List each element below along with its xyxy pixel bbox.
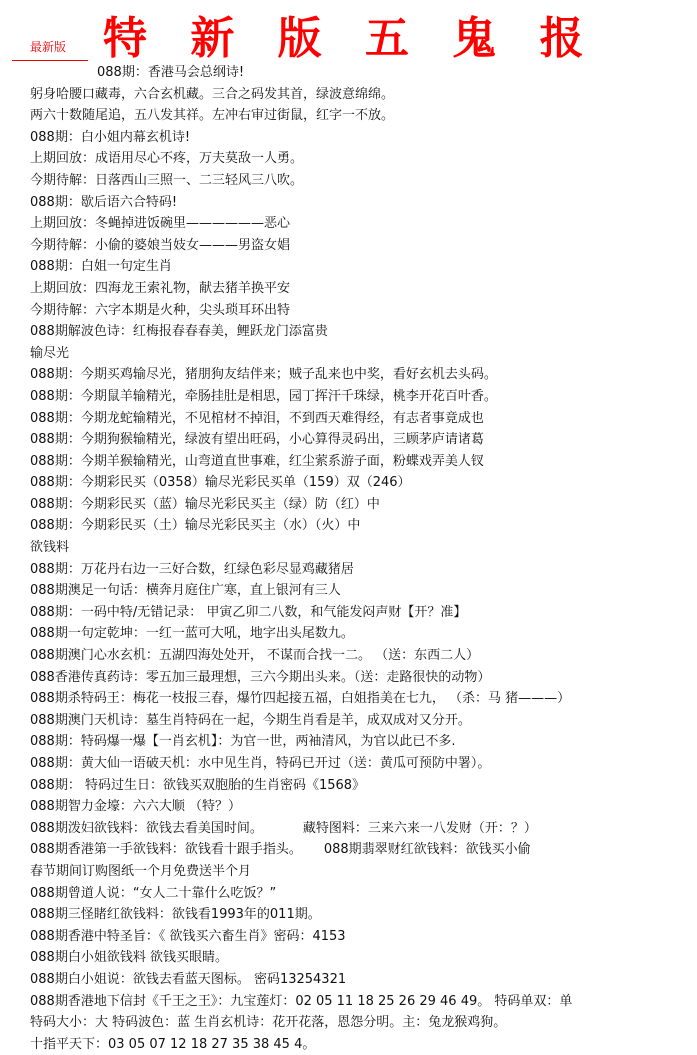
line-text: 088期解波色诗：红梅报春春春美，鲤跃龙门添富贵 [30,324,328,340]
line-text: 今期待解：小偷的婆娘当妓女———男盗女娼 [30,237,291,253]
line-text: 088期杀特码王：梅花一枝报三春，爆竹四起接五福，白姐指美在七九， （杀：马 猪———） [30,691,571,707]
text-line [0,969,697,991]
line-text: 088期香港第一手欲钱料：欲钱看十跟手指头。 [30,842,302,858]
text-line [0,991,697,1013]
line-text: 088期澳门心水玄机：五湖四海处处开， 不谋而合找一二。 （送：东西二人） [30,648,480,664]
text-line [0,386,697,408]
text-line [0,1012,697,1034]
line-text: 藏特图料：三来六来一八发财（开：？） [302,820,537,836]
line-text: 088期： 特码过生日：欲钱买双胞胎的生肖密码《1568》 [30,777,366,793]
line-text: 088期：香港马会总纲诗! [97,65,245,80]
text-line [0,148,697,170]
line-text: 088期白小姐说：欲钱去看蓝天图标。 密码13254321 [30,971,347,987]
line-text: 088期：今期龙蛇输精光，不见棺材不掉泪，不到西天难得经，有志者事竟成也 [30,410,484,426]
line-text: 088期翡翠财红欲钱料：欲钱买小偷 [323,842,531,858]
text-line [0,796,697,818]
line-text: 今期待解：日落西山三照一、二三轻风三八吹。 [30,172,304,188]
text-line [0,105,697,127]
text-line [0,278,697,300]
line-text: 欲钱料 [30,540,70,556]
text-line [0,472,697,494]
document-body [0,62,697,1055]
text-line [0,623,697,645]
text-line [0,926,697,948]
text-line [0,515,697,537]
line-text: 088期：今期买鸡输尽光，猪朋狗友结伴来；贼子乱来也中奖，看好玄机去头码。 [30,367,497,383]
line-text: 088期：一码中特/无错记录： 甲寅乙卯二八数，和气能发闷声财【开？准】 [30,604,467,620]
text-line [0,947,697,969]
line-text: 088期白小姐欲钱料 欲钱买眼睛。 [30,950,228,966]
text-line [0,494,697,516]
page-header [0,0,697,62]
line-text: 躬身哈腰口藏毒，六合玄机藏。三合之码发其首，绿波意绵绵。 [30,86,395,102]
line-text: 春节期间订购图纸一个月免费送半个月 [30,863,252,879]
text-line [0,839,697,861]
text-line [0,300,697,322]
text-line [0,1034,697,1055]
text-line [0,710,697,732]
text-line [0,127,697,149]
page-title: 特 新 版 五 鬼 报 [103,13,598,64]
line-text: 088期：黄大仙一语破天机：水中见生肖，特码已开过（送：黄瓜可预防中署）。 [30,756,491,771]
text-line [0,364,697,386]
text-line [0,256,697,278]
text-line [0,904,697,926]
line-text: 088期澳足一句话：横奔月庭住广寒，直上银河有三人 [30,583,341,599]
text-line [0,645,697,667]
text-line [0,343,697,365]
text-line [0,537,697,559]
text-line [0,667,697,689]
line-text: 两六十数随尾追，五八发其祥。左冲右审过街鼠，红字一不放。 [30,108,395,124]
line-text: 088期：白姐一句定生肖 [30,259,172,275]
line-text: 088期智力金壕：六六大顺 （特？） [30,799,241,815]
line-text: 088期香港地下信封《千王之王》：九宝莲灯：02 05 11 18 25 26 29 46 49。 特码单双：单 [30,993,573,1009]
line-text: 088期香港中特圣旨：《 欲钱买六畜生肖》密码：4153 [30,928,346,944]
badge-underline [12,60,88,61]
line-text: 088期：今期羊猴输精光，山弯道直世事难，红尘萦系游子面，粉蝶戏弄美人钗 [30,453,484,469]
text-line [0,559,697,581]
line-text: 输尽光 [30,345,70,361]
line-text: 上期回放：四海龙王索礼物，献去猪羊换平安 [30,280,291,296]
text-line [0,775,697,797]
line-text: 088期：今期狗猴输精光，绿波有望出旺码，小心算得灵码出，三顾茅庐请诸葛 [30,432,484,448]
line-text: 088期：特码爆一爆【一肖玄机】：为官一世，两袖清风，为官以此已不多. [30,734,456,750]
text-line [0,818,697,840]
text-line [0,602,697,624]
line-text: 今期待解：六字本期是火种，尖头琐耳环出特 [30,302,291,318]
line-text: 十指平天下：03 05 07 12 18 27 35 38 45 4。 [30,1036,316,1052]
text-line [0,731,697,753]
text-line [0,753,697,775]
line-text: 088期泼妇欲钱料：欲钱去看美国时间。 [30,820,263,836]
text-line [0,84,697,106]
text-line [0,451,697,473]
text-line [0,235,697,257]
text-line [0,213,697,235]
line-text: 088期三怪睹红欲钱料：欲钱看1993年的011期。 [30,907,321,923]
line-text: 088期一句定乾坤：一红一蓝可大吼，地字出头尾数九。 [30,626,354,642]
line-text: 088期：今期鼠羊输精光，牵肠挂肚是相思，园丁挥汗千珠绿，桃李开花百叶香。 [30,388,497,404]
line-text: 特码大小：大 特码波色：蓝 生肖玄机诗：花开花落，恩怨分明。主：兔龙猴鸡狗。 [30,1015,507,1031]
line-text: 上期回放：冬蝇掉进饭碗里——————恶心 [30,216,291,232]
edition-badge: 最新版 [30,40,67,54]
text-line [0,321,697,343]
line-text: 088期：歇后语六合特码! [30,194,178,210]
text-line [0,62,697,84]
text-line [0,408,697,430]
line-text: 088期：万花丹右边一三好合数，红绿色彩尽显鸡藏猪居 [30,561,354,577]
text-line [0,170,697,192]
line-text: 088香港传真药诗：零五加三最理想，三六今期出头来。（送：走路很快的动物） [30,669,491,685]
text-line [0,580,697,602]
text-line [0,861,697,883]
text-line [0,883,697,905]
text-line [0,429,697,451]
line-text: 088期：今期彩民买（土）输尽光彩民买主（水）（火）中 [30,518,361,534]
line-text: 088期：今期彩民买（蓝）输尽光彩民买主（绿）防（红）中 [30,496,380,512]
line-text: 088期：今期彩民买（0358）输尽光彩民买单（159）双（246） [30,475,411,491]
line-text: 088期曾道人说：“女人二十靠什么吃饭？” [30,885,277,901]
line-text: 上期回放：成语用尽心不疼，万夫莫敌一人勇。 [30,151,304,167]
text-line [0,688,697,710]
line-text: 088期澳门天机诗：墓生肖特码在一起，今期生肖看是羊，成双成对又分开。 [30,712,471,728]
text-line [0,192,697,214]
line-text: 088期：白小姐内幕玄机诗! [30,129,191,145]
